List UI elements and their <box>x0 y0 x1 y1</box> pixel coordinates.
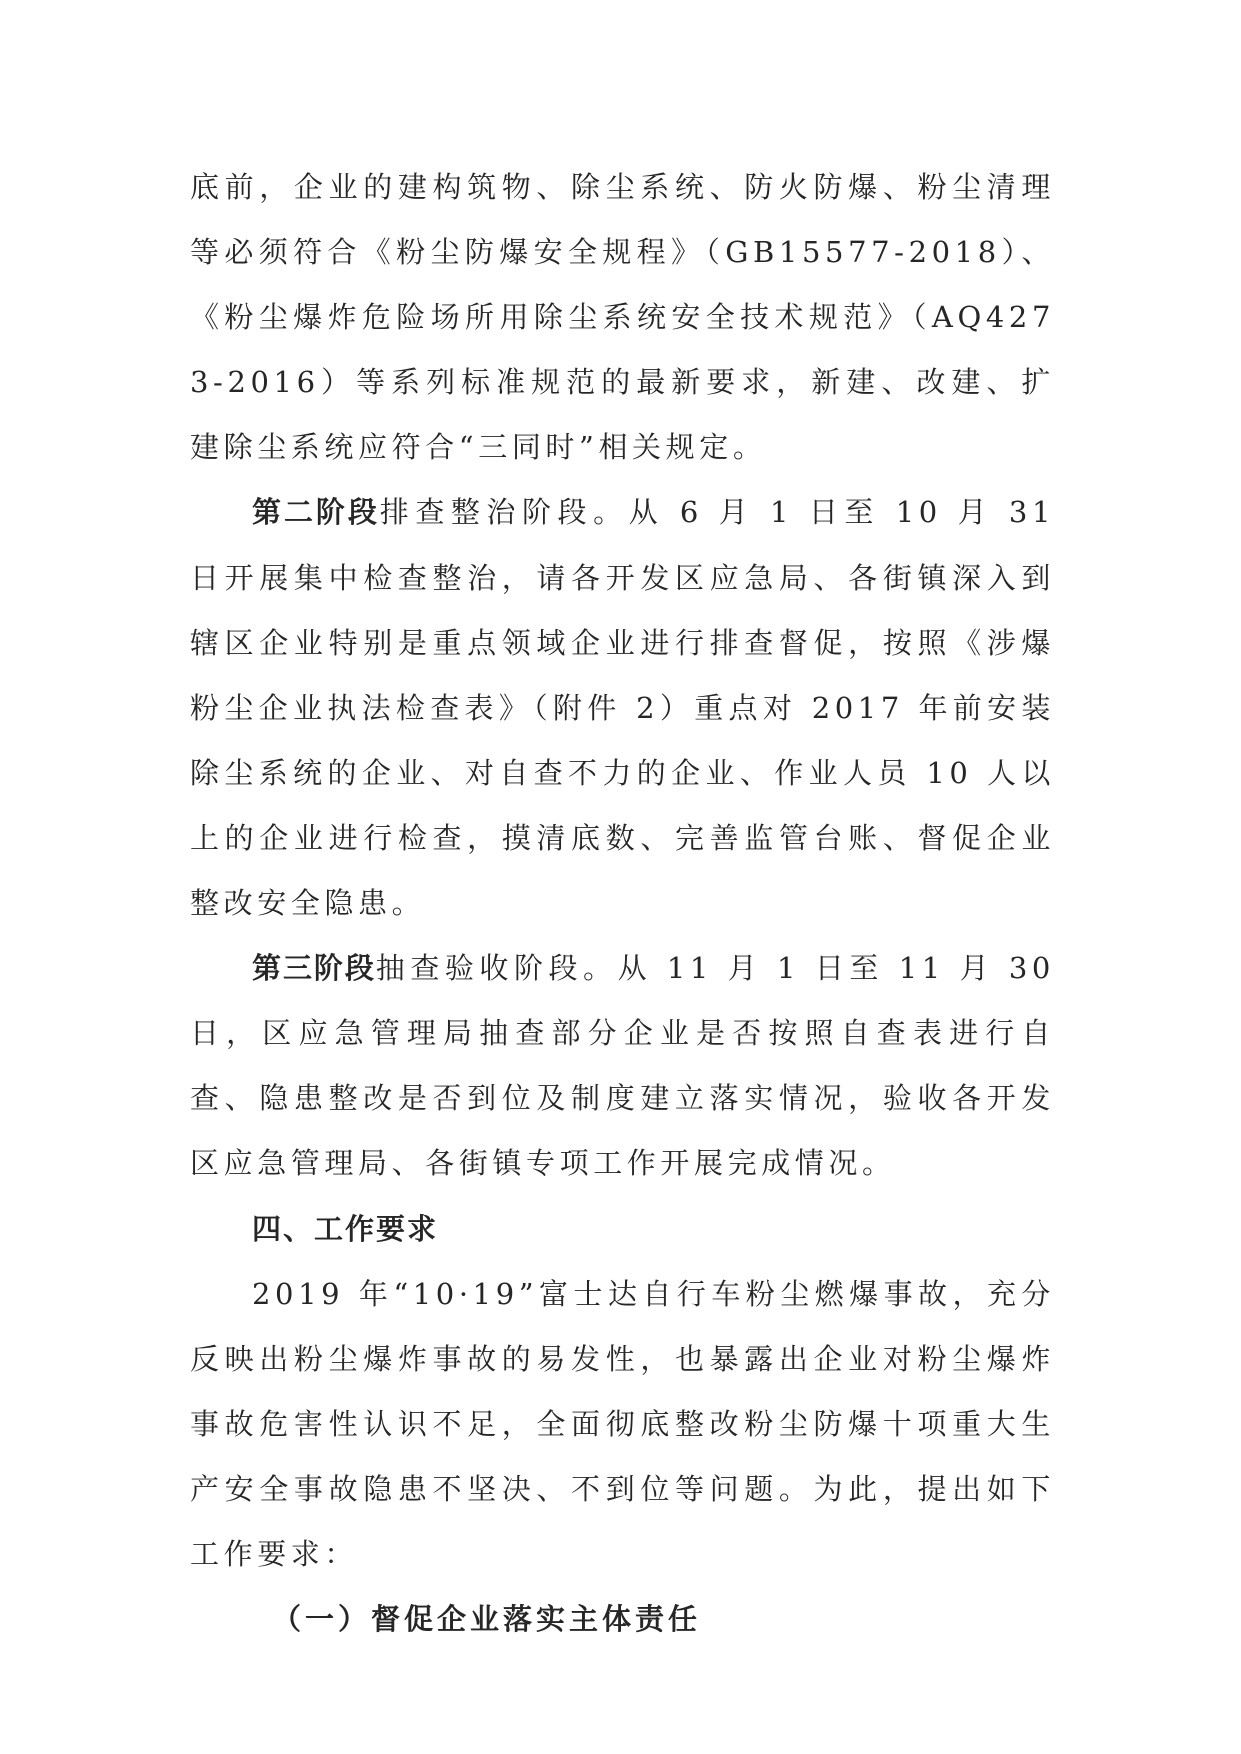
paragraph-stage1-continuation: 底前，企业的建构筑物、除尘系统、防火防爆、粉尘清理等必须符合《粉尘防爆安全规程》（GB15577-2018）、《粉尘爆炸危险场所用除尘系统安全技术规范》（AQ4273-2016）等系列标准规范的最新要求，新建、改建、扩建除尘系统应符合“三同时”相关规定。 <box>190 170 1055 465</box>
paragraph-stage2 <box>190 480 1055 936</box>
stage3-body: 抽查验收阶段。从 11 月 1 日至 11 月 30 日，区应急管理局抽查部分企业是否按照自查表进行自查、隐患整改是否到位及制度建立落实情况，验收各开发区应急管理局、各街镇专项工作开展完成情况。 <box>190 951 1055 1181</box>
section-heading-work-requirements: 四、工作要求 <box>252 1211 439 1246</box>
stage2-lead: 第二阶段 <box>252 495 380 530</box>
paragraph-work-requirements: 2019 年“10·19”富士达自行车粉尘燃爆事故，充分反映出粉尘爆炸事故的易发性，也暴露出企业对粉尘爆炸事故危害性认识不足，全面彻底整改粉尘防爆十项重大生产安全事故隐患不坚决、不到位等问题。为此，提出如下工作要求： <box>190 1276 1055 1571</box>
paragraph-stage3 <box>190 936 1055 1196</box>
stage3-lead: 第三阶段 <box>252 951 376 986</box>
document-body <box>190 155 1055 1652</box>
subsection-heading-1: （一）督促企业落实主体责任 <box>272 1602 702 1637</box>
stage2-body: 排查整治阶段。从 6 月 1 日至 10 月 31 日开展集中检查整治，请各开发区应急局、各街镇深入到辖区企业特别是重点领域企业进行排查督促，按照《涉爆粉尘企业执法检查表》（附件 2）重点对 2017 年前安装除尘系统的企业、对自查不力的企业、作业人员 10 人以上的企业进行检查，摸清底数、完善监管台账、督促企业整改安全隐患。 <box>190 495 1055 921</box>
